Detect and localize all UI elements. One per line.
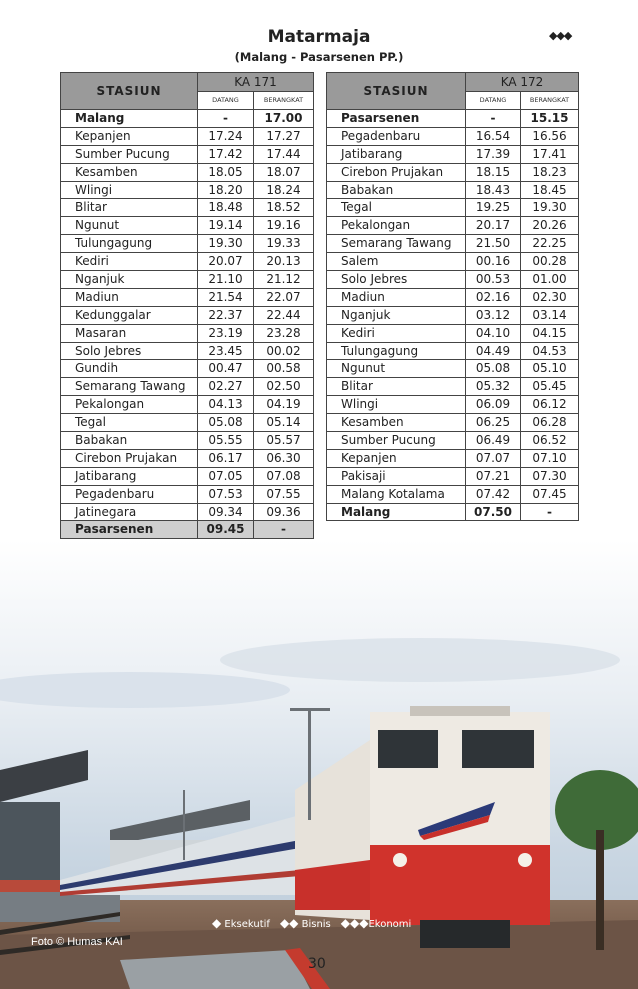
arrival-time-cell: 05.08 xyxy=(466,360,521,378)
legend-ekonomi: Ekonomi xyxy=(368,919,412,930)
table-row xyxy=(327,342,579,360)
table-row xyxy=(327,432,579,450)
arrival-time-cell: - xyxy=(466,110,521,128)
table-row xyxy=(327,181,579,199)
table-row xyxy=(327,467,579,485)
departure-time-cell: 05.45 xyxy=(521,378,579,396)
table-row xyxy=(327,360,579,378)
table-row xyxy=(61,503,314,521)
arrival-time-cell: 19.14 xyxy=(198,217,254,235)
arrival-time-cell: 21.54 xyxy=(198,288,254,306)
arrival-time-cell: 17.39 xyxy=(466,145,521,163)
arrival-time-cell: 00.53 xyxy=(466,271,521,289)
table-row xyxy=(327,253,579,271)
departure-time-cell: 02.50 xyxy=(254,378,314,396)
station-name-cell: Wlingi xyxy=(61,181,198,199)
arrival-time-cell: 07.42 xyxy=(466,485,521,503)
station-name-cell: Madiun xyxy=(327,288,466,306)
arrival-time-cell: 18.20 xyxy=(198,181,254,199)
station-name-cell: Malang xyxy=(61,110,198,128)
arrival-time-cell: 05.08 xyxy=(198,414,254,432)
arrival-time-cell: 18.05 xyxy=(198,163,254,181)
departure-time-cell: 07.10 xyxy=(521,449,579,467)
arrival-time-cell: 06.49 xyxy=(466,432,521,450)
arrival-time-cell: 04.49 xyxy=(466,342,521,360)
departure-time-cell: 07.45 xyxy=(521,485,579,503)
table-row xyxy=(61,181,314,199)
arrival-time-cell: 18.43 xyxy=(466,181,521,199)
page-number: 30 xyxy=(308,956,326,972)
station-name-cell: Tegal xyxy=(61,414,198,432)
table-row xyxy=(327,485,579,503)
departure-time-cell: - xyxy=(254,521,314,539)
table-row xyxy=(61,217,314,235)
table-row xyxy=(61,378,314,396)
table-row xyxy=(327,127,579,145)
departure-time-cell: - xyxy=(521,503,579,521)
table-row xyxy=(61,324,314,342)
station-name-cell: Kediri xyxy=(327,324,466,342)
departure-time-cell: 20.13 xyxy=(254,253,314,271)
table-row xyxy=(327,378,579,396)
station-name-cell: Madiun xyxy=(61,288,198,306)
route-subtitle: (Malang - Pasarsenen PP.) xyxy=(234,50,404,64)
station-name-cell: Pegadenbaru xyxy=(61,485,198,503)
station-name-cell: Kepanjen xyxy=(61,127,198,145)
table-row xyxy=(61,342,314,360)
departure-time-cell: 03.14 xyxy=(521,306,579,324)
station-name-cell: Nganjuk xyxy=(61,271,198,289)
departure-time-cell: 16.56 xyxy=(521,127,579,145)
station-name-cell: Semarang Tawang xyxy=(327,235,466,253)
station-name-cell: Tegal xyxy=(327,199,466,217)
arrival-time-cell: 05.32 xyxy=(466,378,521,396)
arrival-time-cell: 21.10 xyxy=(198,271,254,289)
arrival-time-cell: 18.48 xyxy=(198,199,254,217)
table-row xyxy=(327,288,579,306)
table-row xyxy=(327,217,579,235)
table-row xyxy=(61,235,314,253)
station-name-cell: Pekalongan xyxy=(61,396,198,414)
departure-time-cell: 00.28 xyxy=(521,253,579,271)
table-row xyxy=(61,163,314,181)
station-name-cell: Kediri xyxy=(61,253,198,271)
station-name-cell: Cirebon Prujakan xyxy=(61,449,198,467)
departure-time-cell: 07.30 xyxy=(521,467,579,485)
departure-time-cell: 01.00 xyxy=(521,271,579,289)
arrival-time-cell: 09.45 xyxy=(198,521,254,539)
arrival-column-header: DATANG xyxy=(198,92,254,110)
station-name-cell: Tulungagung xyxy=(61,235,198,253)
station-column-header: STASIUN xyxy=(61,73,198,110)
departure-time-cell: 18.45 xyxy=(521,181,579,199)
station-name-cell: Kesamben xyxy=(61,163,198,181)
photo-credit: Foto © Humas KAI xyxy=(31,936,123,948)
departure-time-cell: 22.44 xyxy=(254,306,314,324)
departure-time-cell: 05.14 xyxy=(254,414,314,432)
arrival-time-cell: 07.05 xyxy=(198,467,254,485)
arrival-time-cell: 05.55 xyxy=(198,432,254,450)
station-column-header: STASIUN xyxy=(327,73,466,110)
station-name-cell: Malang xyxy=(327,503,466,521)
arrival-time-cell: 17.42 xyxy=(198,145,254,163)
station-name-cell: Malang Kotalama xyxy=(327,485,466,503)
departure-time-cell: 17.41 xyxy=(521,145,579,163)
table-row xyxy=(327,199,579,217)
arrival-time-cell: 00.47 xyxy=(198,360,254,378)
station-name-cell: Kesamben xyxy=(327,414,466,432)
arrival-time-cell: 18.15 xyxy=(466,163,521,181)
table-row xyxy=(327,235,579,253)
departure-time-cell: 17.00 xyxy=(254,110,314,128)
station-name-cell: Blitar xyxy=(327,378,466,396)
double-diamond-icon: ◆◆ xyxy=(279,916,299,930)
station-name-cell: Semarang Tawang xyxy=(61,378,198,396)
arrival-time-cell: 06.25 xyxy=(466,414,521,432)
table-row xyxy=(61,396,314,414)
station-name-cell: Ngunut xyxy=(61,217,198,235)
station-name-cell: Pekalongan xyxy=(327,217,466,235)
class-legend xyxy=(212,916,411,930)
single-diamond-icon: ◆ xyxy=(212,916,222,930)
table-row xyxy=(61,271,314,289)
triple-diamond-icon: ◆◆◆ xyxy=(340,916,369,930)
station-name-cell: Jatinegara xyxy=(61,503,198,521)
table-row xyxy=(61,199,314,217)
arrival-time-cell: 16.54 xyxy=(466,127,521,145)
arrival-time-cell: 00.16 xyxy=(466,253,521,271)
arrival-time-cell: 19.25 xyxy=(466,199,521,217)
departure-time-cell: 19.33 xyxy=(254,235,314,253)
departure-time-cell: 19.30 xyxy=(521,199,579,217)
arrival-time-cell: 17.24 xyxy=(198,127,254,145)
arrival-time-cell: 23.19 xyxy=(198,324,254,342)
departure-time-cell: 17.44 xyxy=(254,145,314,163)
departure-time-cell: 04.53 xyxy=(521,342,579,360)
table-row xyxy=(327,306,579,324)
arrival-time-cell: 22.37 xyxy=(198,306,254,324)
class-diamond-icon: ◆◆◆ xyxy=(549,29,572,42)
arrival-time-cell: 02.27 xyxy=(198,378,254,396)
departure-time-cell: 18.07 xyxy=(254,163,314,181)
table-row xyxy=(61,306,314,324)
departure-column-header: BERANGKAT xyxy=(254,92,314,110)
arrival-time-cell: 20.17 xyxy=(466,217,521,235)
departure-time-cell: 04.19 xyxy=(254,396,314,414)
departure-time-cell: 18.23 xyxy=(521,163,579,181)
table-row xyxy=(61,449,314,467)
departure-time-cell: 00.58 xyxy=(254,360,314,378)
arrival-time-cell: 06.17 xyxy=(198,449,254,467)
schedule-table-ka171 xyxy=(60,72,314,539)
arrival-time-cell: 07.50 xyxy=(466,503,521,521)
departure-time-cell: 15.15 xyxy=(521,110,579,128)
station-name-cell: Tulungagung xyxy=(327,342,466,360)
station-name-cell: Pakisaji xyxy=(327,467,466,485)
departure-time-cell: 06.52 xyxy=(521,432,579,450)
table-row xyxy=(61,414,314,432)
station-name-cell: Pasarsenen xyxy=(61,521,198,539)
arrival-time-cell: 23.45 xyxy=(198,342,254,360)
table-row xyxy=(61,485,314,503)
departure-time-cell: 09.36 xyxy=(254,503,314,521)
station-name-cell: Masaran xyxy=(61,324,198,342)
departure-time-cell: 07.08 xyxy=(254,467,314,485)
departure-time-cell: 21.12 xyxy=(254,271,314,289)
arrival-time-cell: 03.12 xyxy=(466,306,521,324)
table-row xyxy=(61,145,314,163)
arrival-time-cell: 02.16 xyxy=(466,288,521,306)
arrival-time-cell: 04.10 xyxy=(466,324,521,342)
departure-time-cell: 07.55 xyxy=(254,485,314,503)
station-name-cell: Babakan xyxy=(327,181,466,199)
arrival-time-cell: 07.21 xyxy=(466,467,521,485)
legend-eksekutif: Eksekutif xyxy=(224,919,270,930)
departure-time-cell: 00.02 xyxy=(254,342,314,360)
departure-time-cell: 05.57 xyxy=(254,432,314,450)
table-row xyxy=(61,110,314,128)
station-name-cell: Pasarsenen xyxy=(327,110,466,128)
station-name-cell: Kepanjen xyxy=(327,449,466,467)
arrival-time-cell: 06.09 xyxy=(466,396,521,414)
departure-time-cell: 18.24 xyxy=(254,181,314,199)
station-name-cell: Gundih xyxy=(61,360,198,378)
train-number-header: KA 171 xyxy=(198,73,314,92)
arrival-column-header: DATANG xyxy=(466,92,521,110)
departure-time-cell: 19.16 xyxy=(254,217,314,235)
station-name-cell: Ngunut xyxy=(327,360,466,378)
departure-time-cell: 22.07 xyxy=(254,288,314,306)
station-name-cell: Sumber Pucung xyxy=(61,145,198,163)
table-row xyxy=(61,432,314,450)
station-name-cell: Jatibarang xyxy=(327,145,466,163)
station-name-cell: Salem xyxy=(327,253,466,271)
departure-time-cell: 23.28 xyxy=(254,324,314,342)
table-row xyxy=(327,449,579,467)
schedule-table-ka172 xyxy=(326,72,579,521)
train-number-header: KA 172 xyxy=(466,73,579,92)
table-row xyxy=(61,360,314,378)
table-row xyxy=(61,127,314,145)
departure-time-cell: 06.28 xyxy=(521,414,579,432)
table-row xyxy=(327,163,579,181)
departure-time-cell: 18.52 xyxy=(254,199,314,217)
departure-time-cell: 04.15 xyxy=(521,324,579,342)
departure-time-cell: 05.10 xyxy=(521,360,579,378)
arrival-time-cell: 20.07 xyxy=(198,253,254,271)
table-row xyxy=(327,503,579,521)
station-name-cell: Sumber Pucung xyxy=(327,432,466,450)
station-name-cell: Kedunggalar xyxy=(61,306,198,324)
departure-column-header: BERANGKAT xyxy=(521,92,579,110)
arrival-time-cell: 21.50 xyxy=(466,235,521,253)
station-name-cell: Pegadenbaru xyxy=(327,127,466,145)
table-row xyxy=(327,324,579,342)
arrival-time-cell: 09.34 xyxy=(198,503,254,521)
table-row xyxy=(327,396,579,414)
station-name-cell: Solo Jebres xyxy=(327,271,466,289)
station-name-cell: Babakan xyxy=(61,432,198,450)
station-name-cell: Nganjuk xyxy=(327,306,466,324)
table-row xyxy=(327,110,579,128)
table-row xyxy=(327,414,579,432)
station-name-cell: Solo Jebres xyxy=(61,342,198,360)
station-name-cell: Blitar xyxy=(61,199,198,217)
table-row xyxy=(61,288,314,306)
arrival-time-cell: 04.13 xyxy=(198,396,254,414)
station-name-cell: Wlingi xyxy=(327,396,466,414)
table-row xyxy=(327,271,579,289)
departure-time-cell: 20.26 xyxy=(521,217,579,235)
departure-time-cell: 02.30 xyxy=(521,288,579,306)
arrival-time-cell: 19.30 xyxy=(198,235,254,253)
table-row xyxy=(61,521,314,539)
departure-time-cell: 22.25 xyxy=(521,235,579,253)
page-title: Matarmaja xyxy=(267,27,371,47)
departure-time-cell: 17.27 xyxy=(254,127,314,145)
arrival-time-cell: 07.53 xyxy=(198,485,254,503)
table-row xyxy=(61,253,314,271)
departure-time-cell: 06.12 xyxy=(521,396,579,414)
arrival-time-cell: - xyxy=(198,110,254,128)
table-row xyxy=(327,145,579,163)
departure-time-cell: 06.30 xyxy=(254,449,314,467)
legend-bisnis: Bisnis xyxy=(301,919,331,930)
arrival-time-cell: 07.07 xyxy=(466,449,521,467)
table-row xyxy=(61,467,314,485)
station-name-cell: Cirebon Prujakan xyxy=(327,163,466,181)
station-name-cell: Jatibarang xyxy=(61,467,198,485)
